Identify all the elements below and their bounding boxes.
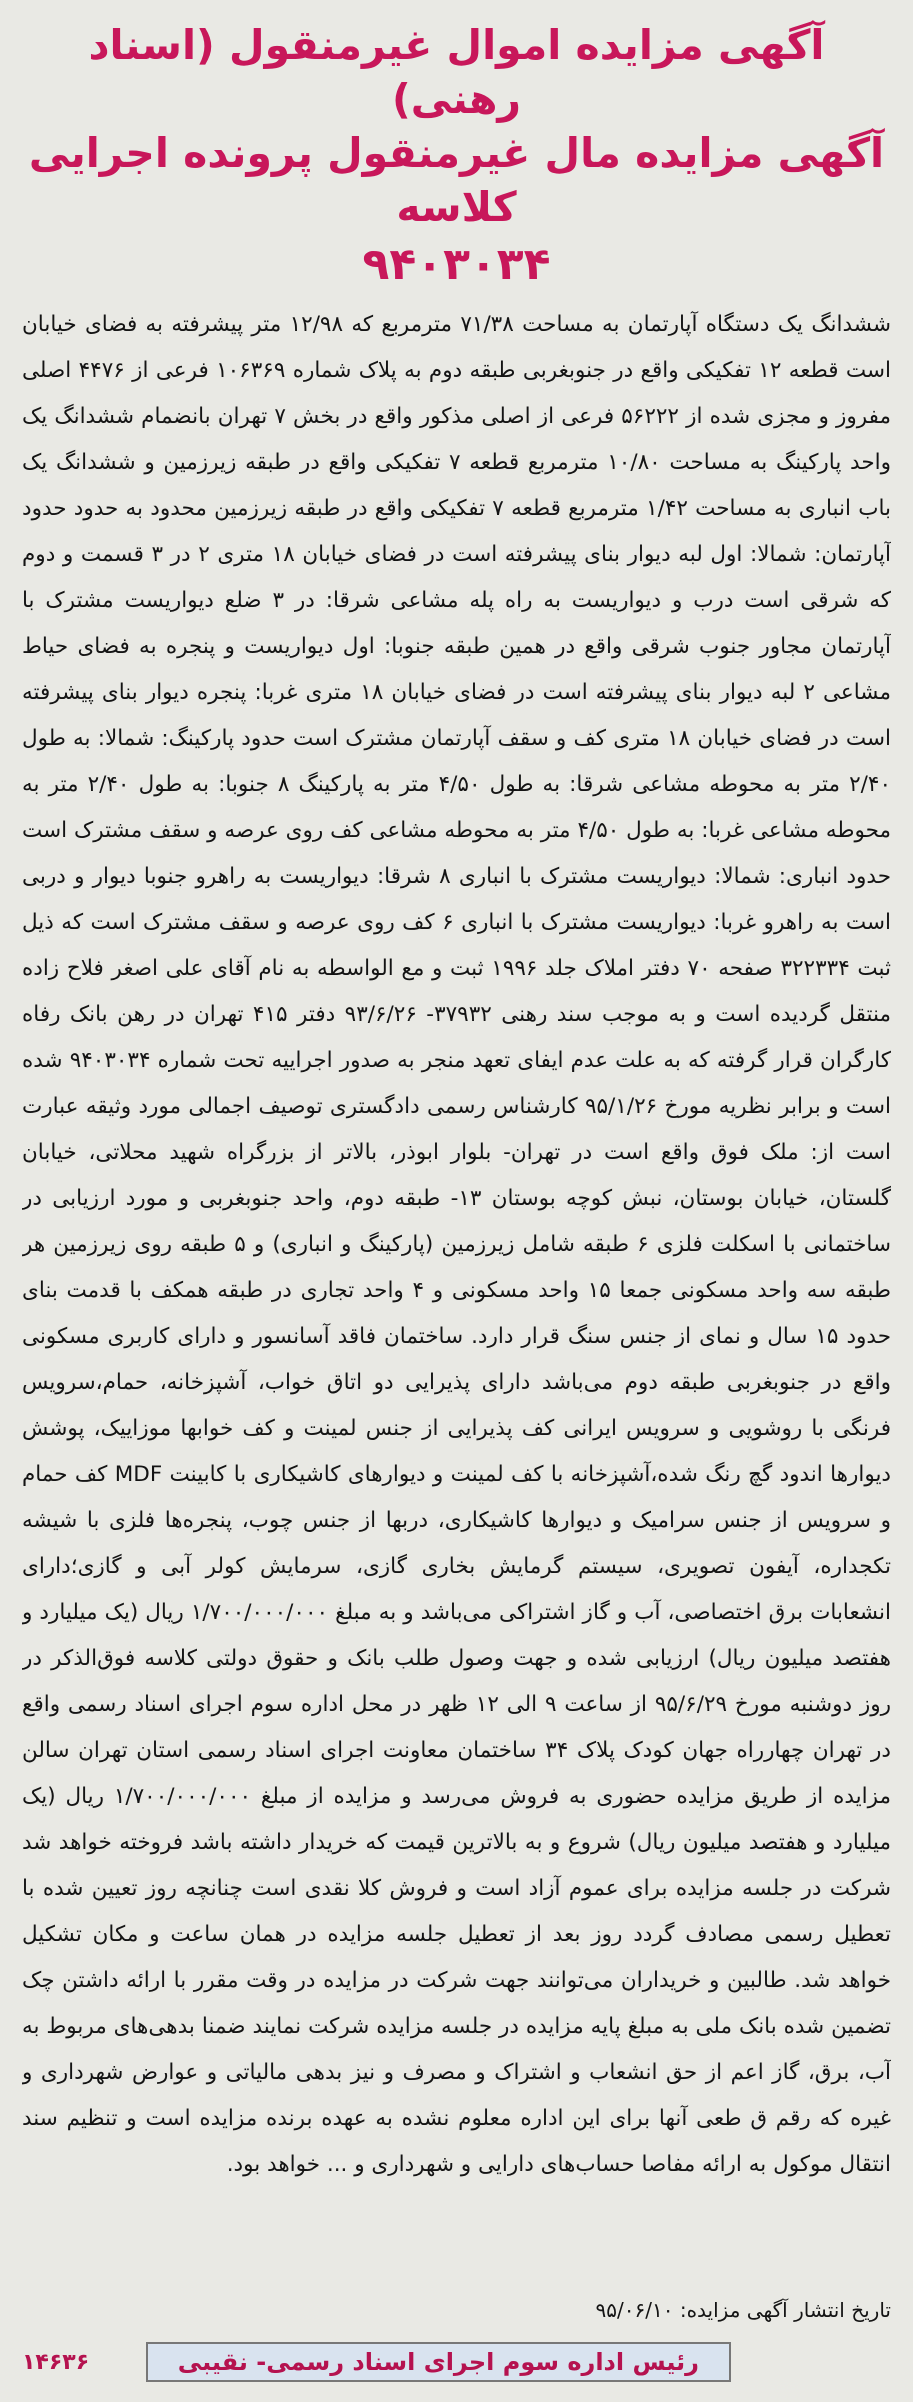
notice-title-line1: آگهی مزایده اموال غیرمنقول (اسناد رهنی) [88,21,825,123]
case-number: ۹۴۰۳۰۳۴ [362,239,551,290]
publish-date: تاریخ انتشار آگهی مزایده: ۹۵/۰۶/۱۰ [595,2298,891,2322]
signature-box: رئیس اداره سوم اجرای اسناد رسمی- نقیبی [146,2342,731,2382]
notice-footer [22,2340,891,2384]
notice-title-line2: آگهی مزایده مال غیرمنقول پرونده اجرایی کلاسه [28,129,885,231]
notice-code: ۱۴۶۳۶ [22,2349,90,2375]
notice-body: ششدانگ یک دستگاه آپارتمان به مساحت ۷۱/۳۸ مترمربع که ۱۲/۹۸ متر پیشرفته به فضای خیابان است قطعه ۱۲ تفکیکی واقع در جنوبغربی طبقه دوم به پلاک شماره ۱۰۶۳۶۹ فرعی از ۴۴۷۶ اصلی مفروز و مجزی شده از ۵۶۲۲۲ فرعی از اصلی مذکور واقع در بخش ۷ تهران بانضمام ششدانگ یک واحد پارکینگ به مساحت ۱۰/۸۰ مترمربع قطعه ۷ تفکیکی واقع در طبقه زیرزمین و ششدانگ یک باب انباری به مساحت ۱/۴۲ مترمربع قطعه ۷ تفکیکی واقع در طبقه زیرزمین محدود به حدود حدود آپارتمان: شمالا: اول لبه دیوار بنای پیشرفته است در فضای خیابان ۱۸ متری ۲ در ۳ قسمت و دوم که شرقی است درب و دیواریست به راه پله مشاعی شرقا: در ۳ ضلع دیواریست مشترک با آپارتمان مجاور جنوب شرقی واقع در همین طبقه جنوبا: اول دیواریست و پنجره به فضای حیاط مشاعی ۲ لبه دیوار بنای پیشرفته است در فضای خیابان ۱۸ متری غربا: پنجره دیوار بنای پیشرفته است در فضای خیابان ۱۸ متری کف و سقف آپارتمان مشترک است حدود پارکینگ: شمالا: به طول ۲/۴۰ متر به محوطه مشاعی شرقا: به طول ۴/۵۰ متر به پارکینگ ۸ جنوبا: به طول ۲/۴۰ متر به محوطه مشاعی غربا: به طول ۴/۵۰ متر به محوطه مشاعی کف روی عرصه و سقف مشترک است حدود انباری: شمالا: دیواریست مشترک با انباری ۸ شرقا: دیواریست به راهرو جنوبا دیوار و دربی است به راهرو غربا: دیواریست مشترک با انباری ۶ کف روی عرصه و سقف مشترک است که ذیل ثبت ۳۲۲۳۳۴ صفحه ۷۰ دفتر املاک جلد ۱۹۹۶ ثبت و مع الواسطه به نام آقای علی اصغر فلاح زاده منتقل گردیده است و به موجب سند رهنی ۳۷۹۳۲- ۹۳/۶/۲۶ دفتر ۴۱۵ تهران در رهن بانک رفاه کارگران قرار گرفته که به علت عدم ایفای تعهد منجر به صدور اجراییه تحت شماره ۹۴۰۳۰۳۴ شده است و برابر نظریه مورخ ۹۵/۱/۲۶ کارشناس رسمی دادگستری توصیف اجمالی مورد وثیقه عبارت است از: ملک فوق واقع است در تهران- بلوار ابوذر، بالاتر از بزرگراه شهید محلاتی، خیابان گلستان، خیابان بوستان، نبش کوچه بوستان ۱۳- طبقه دوم، واحد جنوبغربی و مورد ارزیابی در ساختمانی با اسکلت فلزی ۶ طبقه شامل زیرزمین (پارکینگ و انباری) و ۵ طبقه روی زیرزمین هر طبقه سه واحد مسکونی جمعا ۱۵ واحد مسکونی و ۴ واحد تجاری در طبقه همکف با قدمت بنای حدود ۱۵ سال و نمای از جنس سنگ قرار دارد. ساختمان فاقد آسانسور و دارای کاربری مسکونی واقع در جنوبغربی طبقه دوم می‌باشد دارای پذیرایی دو اتاق خواب، آشپزخانه، حمام،سرویس فرنگی با روشویی و سرویس ایرانی کف پذیرایی از جنس لمینت و کف خوابها موزاییک، پوشش دیوارها اندود گچ رنگ شده،آشپزخانه با کف لمینت و دیوارهای کاشیکاری با کابینت MDF کف حمام و سرویس از جنس سرامیک و دیوارها کاشیکاری، دربها از جنس چوب، پنجره‌ها فلزی با شیشه تکجداره، آیفون تصویری، سیستم گرمایش بخاری گازی، سرمایش کولر آبی و گازی؛دارای انشعابات برق اختصاصی، آب و گاز اشتراکی می‌باشد و به مبلغ ۱/۷۰۰/۰۰۰/۰۰۰ ریال (یک میلیارد و هفتصد میلیون ریال) ارزیابی شده و جهت وصول طلب بانک و حقوق دولتی کلاسه فوق‌الذکر در روز دوشنبه مورخ ۹۵/۶/۲۹ از ساعت ۹ الی ۱۲ ظهر در محل اداره سوم اجرای اسناد رسمی واقع در تهران چهارراه جهان کودک پلاک ۳۴ ساختمان معاونت اجرای اسناد رسمی استان تهران سالن مزایده از طریق مزایده حضوری به فروش می‌رسد و مزایده از مبلغ ۱/۷۰۰/۰۰۰/۰۰۰ ریال (یک میلیارد و هفتصد میلیون ریال) شروع و به بالاترین قیمت که خریدار داشته باشد فروخته خواهد شد شرکت در جلسه مزایده برای عموم آزاد است و فروش کلا نقدی است چنانچه روز تعیین شده با تعطیل رسمی مصادف گردد روز بعد از تعطیل جلسه مزایده در همان ساعت و مکان تشکیل خواهد شد. طالبین و خریداران می‌توانند جهت شرکت در مزایده در وقت مقرر با ارائه داشتن چک تضمین شده بانک ملی به مبلغ پایه مزایده در جلسه مزایده شرکت نمایند ضمنا بدهی‌های مربوط به آب، برق، گاز اعم از حق انشعاب و اشتراک و مصرف و نیز بدهی مالیاتی و عوارض شهرداری و غیره که رقم ق طعی آنها برای این اداره معلوم نشده به عهده برنده مزایده است و تنظیم سند انتقال موکول به ارائه مفاصا حساب‌های دارایی و شهرداری و ... خواهد بود. [22,312,891,2177]
